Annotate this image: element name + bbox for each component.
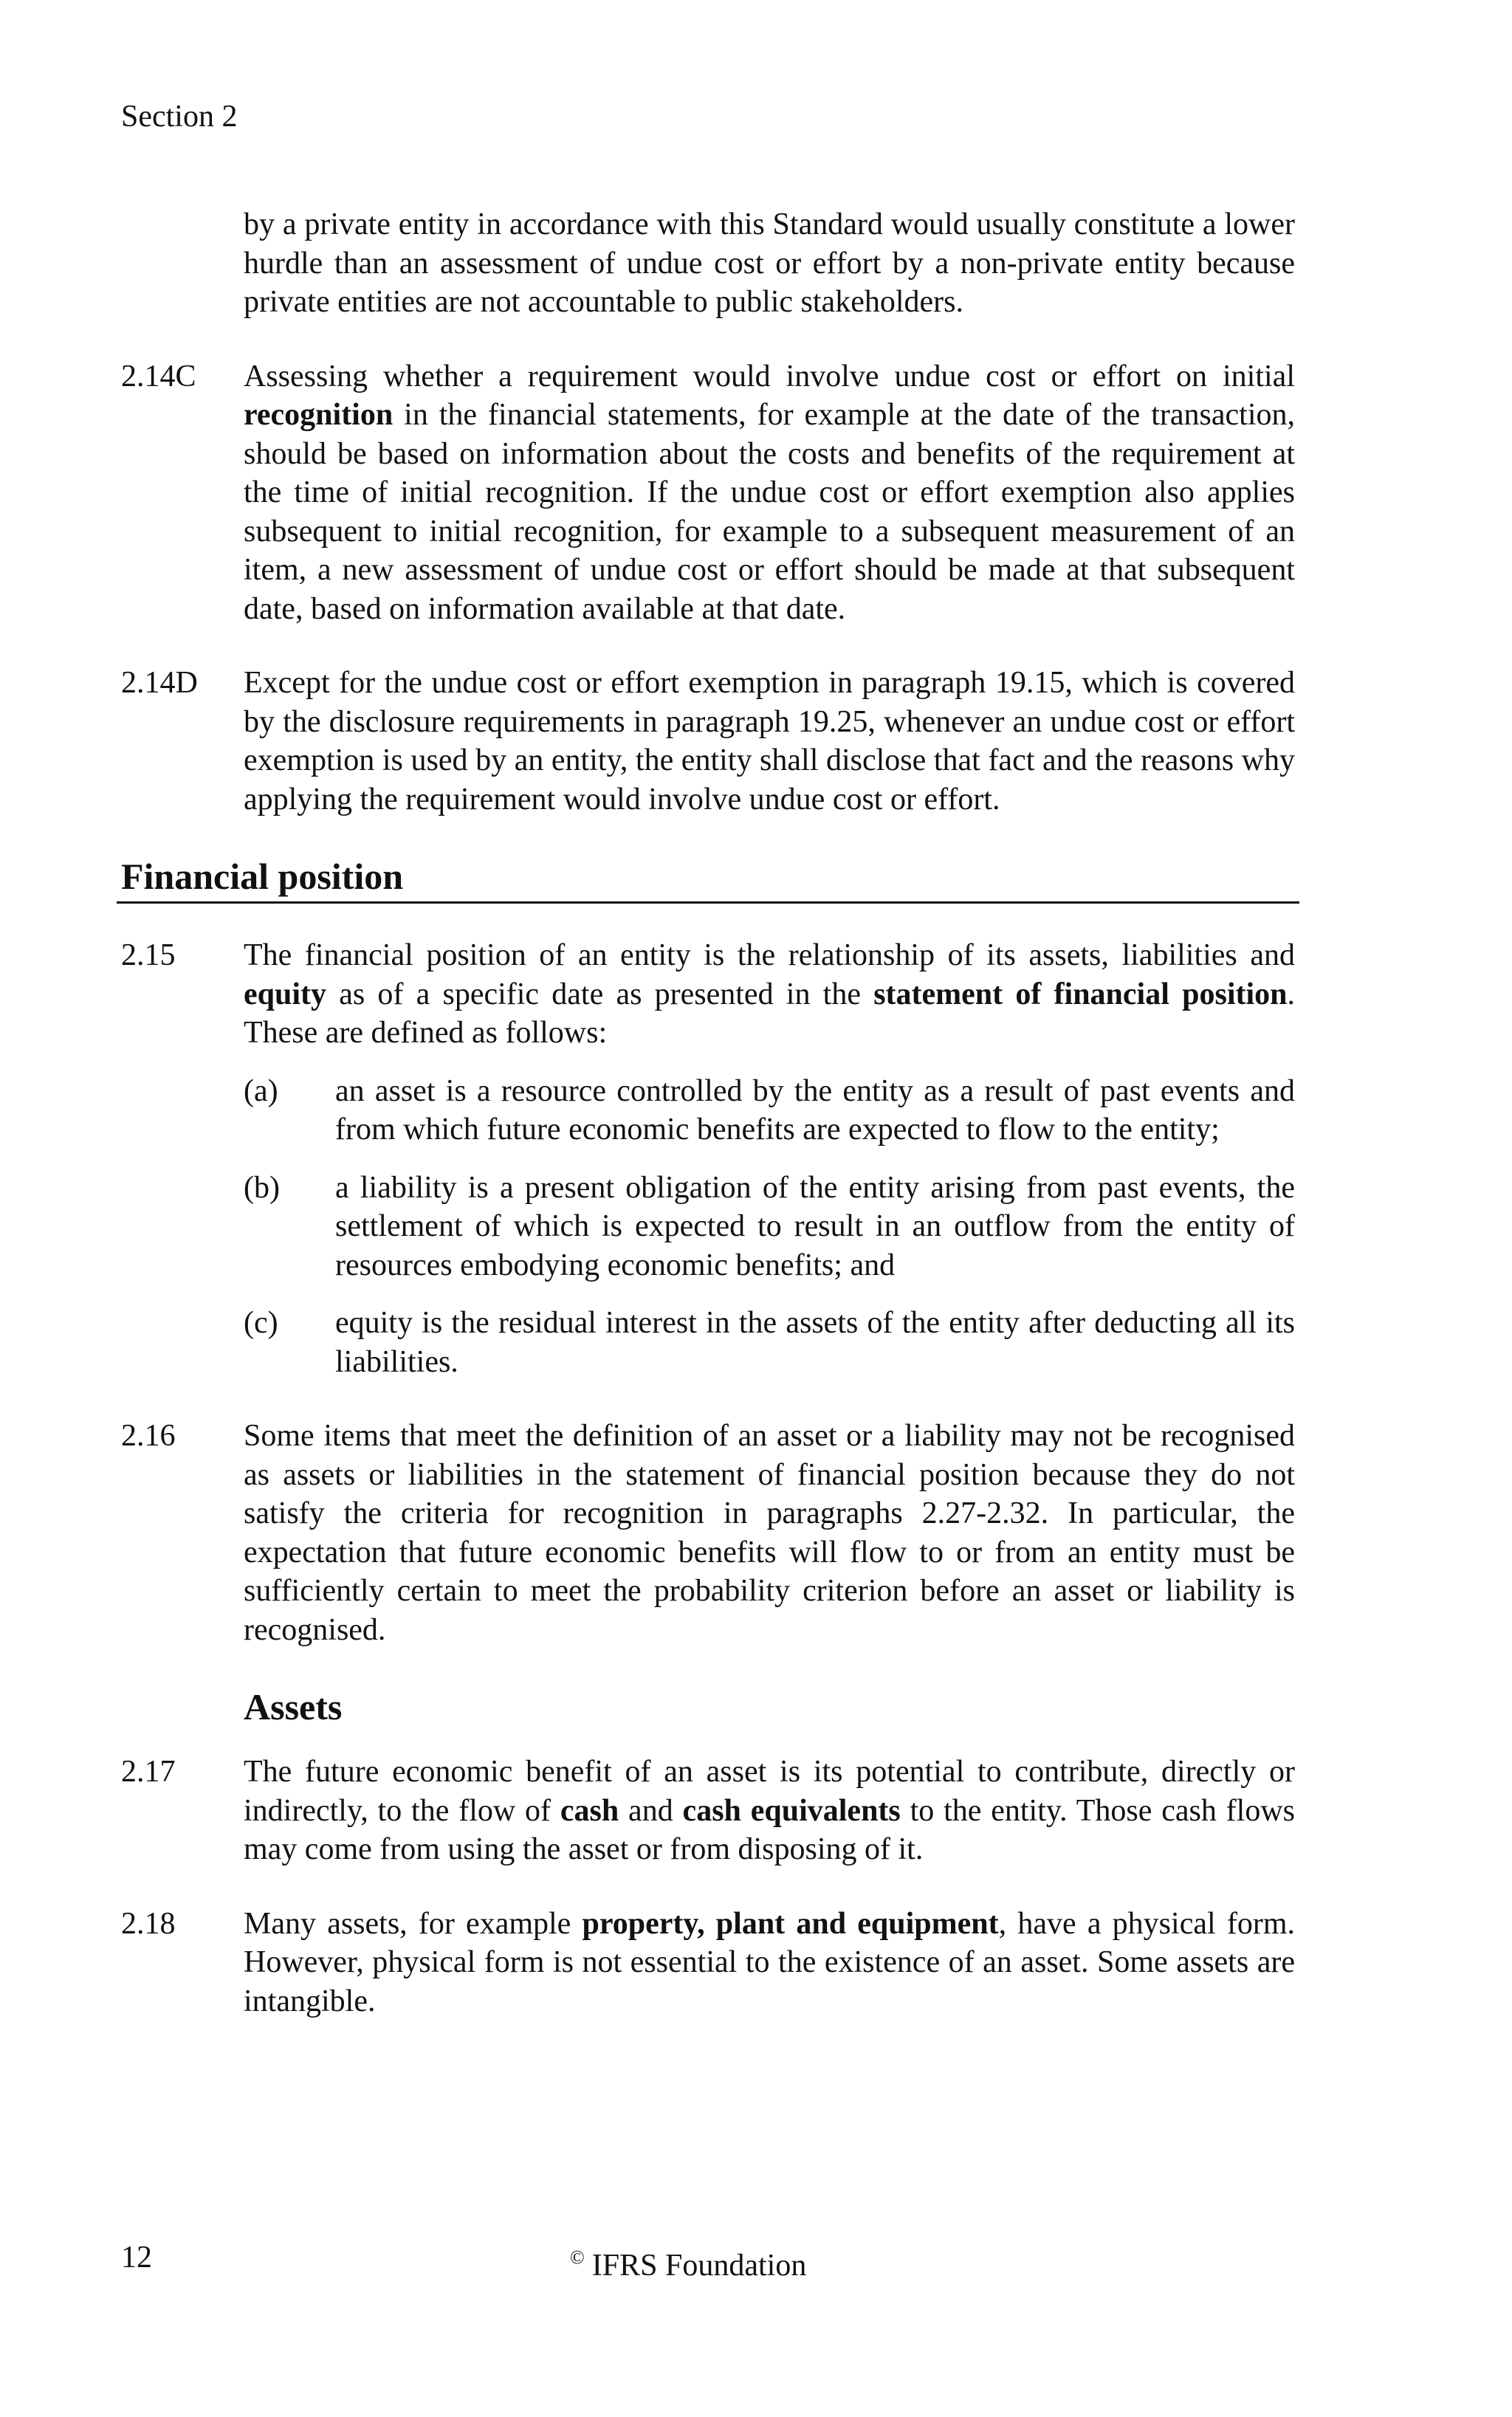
paragraph-2-17	[121, 1753, 1295, 1869]
copyright-text: IFRS Foundation	[591, 2249, 807, 2283]
section-heading: Financial position	[117, 854, 1299, 904]
defined-term: equity	[244, 977, 327, 1011]
paragraph-number: 2.14C	[121, 359, 196, 393]
paragraph-text: The financial position of an entity is the relationship of its assets, liabilities and equity as of a specific date as presented in the statement of financial position. These are defined as follows:	[244, 938, 1295, 1050]
paragraph-text: Assessing whether a requirement would involve undue cost or effort on initial recognition in the financial statements, for example at the date of the transaction, should be based on information about the costs and benefits of the requirement at the time of initial recognition. If the undue cost or effort exemption also applies subsequent to initial recognition, for example to a subsequent measurement of an item, a new assessment of undue cost or effort should be made at that subsequent date, based on information available at that date.	[244, 359, 1295, 626]
page-content	[121, 205, 1295, 2056]
list-item	[244, 1304, 1295, 1381]
list-item	[244, 1072, 1295, 1149]
copyright-footer	[570, 2238, 806, 2285]
paragraph-number: 2.16	[121, 1419, 176, 1453]
page-number: 12	[121, 2241, 152, 2275]
paragraph-number: 2.14D	[121, 666, 198, 700]
list-text: a liability is a present obligation of the entity arising from past events, the settlement of which is expected to result in an outflow from the entity of resources embodying economic benefits; and	[335, 1170, 1295, 1282]
running-header: Section 2	[121, 100, 238, 134]
list-label: (c)	[244, 1306, 278, 1340]
paragraph-number: 2.15	[121, 938, 176, 972]
paragraph-number: 2.18	[121, 1906, 176, 1941]
list-label: (b)	[244, 1170, 280, 1205]
list-label: (a)	[244, 1073, 278, 1108]
defined-term: cash	[560, 1793, 619, 1828]
paragraph-2-14d	[121, 664, 1295, 819]
paragraph-2-18	[121, 1905, 1295, 2021]
copyright-symbol: ©	[570, 2246, 585, 2268]
defined-term: recognition	[244, 398, 394, 432]
defined-term: statement of financial position	[873, 977, 1288, 1011]
list-text: an asset is a resource controlled by the entity as a result of past events and from which future economic benefits are expected to flow to the entity;	[335, 1073, 1295, 1146]
subsection-heading: Assets	[244, 1686, 343, 1727]
paragraph-2-16	[121, 1417, 1295, 1649]
list-text: equity is the residual interest in the assets of the entity after deducting all its liabilities.	[335, 1306, 1295, 1379]
paragraph-text: The future economic benefit of an asset is its potential to contribute, directly or indirectly, to the flow of cash and cash equivalents to the entity. Those cash flows may come from using the asset or from disposing of it.	[244, 1755, 1296, 1866]
continued-paragraph: by a private entity in accordance with this Standard would usually constitute a lower hurdle than an assessment of undue cost or effort by a non-private entity because private entities are not accountable to public stakeholders.	[244, 207, 1295, 319]
defined-term: property, plant and equipment	[582, 1906, 999, 1941]
paragraph-number: 2.17	[121, 1755, 176, 1789]
paragraph-text: Many assets, for example property, plant and equipment, have a physical form. However, physical form is not essential to the existence of an asset. Some assets are intangible.	[244, 1906, 1295, 2018]
paragraph-text: Some items that meet the definition of an asset or a liability may not be recognised as assets or liabilities in the statement of financial position because they do not satisfy the criteria for recognition in paragraphs 2.27-2.32. In particular, the expectation that future economic benefits will flow to or from an entity must be sufficiently certain to meet the probability criterion before an asset or liability is recognised.	[244, 1419, 1295, 1647]
definition-list	[244, 1072, 1295, 1382]
defined-term: cash equivalents	[682, 1793, 901, 1828]
paragraph-2-15	[121, 936, 1295, 1381]
paragraph-2-14c	[121, 357, 1295, 629]
list-item	[244, 1169, 1295, 1285]
paragraph-text: Except for the undue cost or effort exemption in paragraph 19.15, which is covered by the disclosure requirements in paragraph 19.25, whenever an undue cost or effort exemption is used by an entity, the entity shall disclose that fact and the reasons why applying the requirement would involve undue cost or effort.	[244, 666, 1295, 816]
